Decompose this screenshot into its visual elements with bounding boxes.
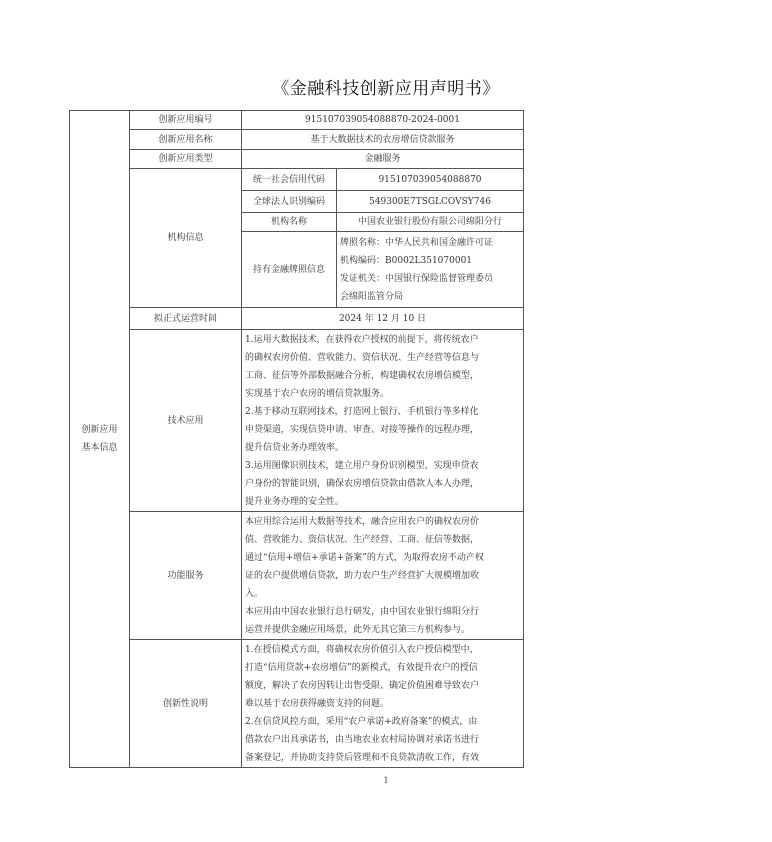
text-line: 户身份的智能识别，确保农房增信贷款由借款人本人办理， [245, 478, 480, 489]
text-line: 的确权农房价值、营收能力、资信状况、生产经营等信息与 [245, 352, 480, 363]
app-id-label: 创新应用编号 [130, 111, 242, 130]
text-line: 2.在信贷风控方面，采用“农户承诺+政府备案”的模式，由 [245, 716, 478, 727]
tech-label: 技术应用 [130, 330, 242, 512]
license-line: 牌照名称：中华人民共和国金融许可证 [340, 237, 494, 248]
text-line: 2.基于移动互联网技术，打造网上银行、手机银行等多样化 [245, 406, 479, 417]
section-label-cell [70, 111, 130, 768]
text-line: 实现基于农户农房的增信贷款服务。 [245, 388, 390, 399]
launch-value: 2024 年 12 月 10 日 [242, 308, 524, 330]
credit-code-value: 915107039054088870 [337, 169, 524, 191]
org-name-value: 中国农业银行股份有限公司绵阳分行 [337, 213, 524, 232]
text-line: 通过“信用+增信+承诺+备案”的方式，为取得农房不动产权 [245, 552, 484, 563]
text-line: 提升信贷业务办理效率。 [245, 442, 345, 453]
license-label: 持有金融牌照信息 [242, 232, 337, 308]
text-line: 本应用由中国农业银行总行研发，由中国农业银行绵阳分行 [245, 606, 480, 617]
launch-label: 拟正式运营时间 [130, 308, 242, 330]
tech-content [242, 330, 524, 512]
section-label: 创新应用基本信息 [81, 425, 118, 453]
text-line: 证的农户提供增信贷款，助力农户生产经营扩大规模增加收 [245, 570, 480, 581]
func-label: 功能服务 [130, 512, 242, 640]
lei-value: 549300E7TSGLCOVSY746 [337, 191, 524, 213]
org-info-label: 机构信息 [130, 169, 242, 308]
license-line: 发证机关：中国银行保险监督管理委员 [340, 273, 494, 284]
text-line: 备案登记，并协助支持贷后管理和不良贷款清收工作，有效 [245, 752, 480, 763]
license-line: 机构编码：B0002L351070001 [340, 255, 473, 266]
text-line: 借款农户出具承诺书，由当地农业农村局协调对承诺书进行 [245, 734, 480, 745]
license-line: 会绵阳监管分局 [340, 291, 404, 302]
innov-content [242, 640, 524, 768]
credit-code-label: 统一社会信用代码 [242, 169, 337, 191]
app-type-value: 金融服务 [242, 150, 524, 169]
app-type-label: 创新应用类型 [130, 150, 242, 169]
text-line: 提升业务办理的安全性。 [245, 496, 345, 507]
declaration-table [69, 110, 524, 768]
text-line: 本应用综合运用大数据等技术，融合应用农户的确权农房价 [245, 516, 480, 527]
text-line: 额度，解决了农房因转让出售受限、确定价值困难导致农户 [245, 680, 480, 691]
text-line: 申贷渠道，实现信贷申请、审查、对接等操作的远程办理， [245, 424, 480, 435]
app-name-value: 基于大数据技术的农房增信贷款服务 [242, 130, 524, 150]
text-line: 值、营收能力、资信状况、生产经营、工商、征信等数据， [245, 534, 480, 545]
lei-label: 全球法人识别编码 [242, 191, 337, 213]
page-number: 1 [383, 776, 389, 785]
text-line: 运营并提供金融应用场景，此外无其它第三方机构参与。 [245, 624, 471, 635]
app-name-label: 创新应用名称 [130, 130, 242, 150]
text-line: 工商、征信等外部数据融合分析，构建确权农房增信模型， [245, 370, 480, 381]
org-name-label: 机构名称 [242, 213, 337, 232]
text-line: 1.运用大数据技术，在获得农户授权的前提下，将传统农户 [245, 334, 479, 345]
func-content [242, 512, 524, 640]
text-line: 打造“信用贷款+农房增信”的新模式，有效提升农户的授信 [245, 662, 478, 673]
innov-label: 创新性说明 [130, 640, 242, 768]
text-line: 1.在授信模式方面，将确权农房价值引入农户授信模型中， [245, 644, 479, 655]
license-info [337, 232, 524, 308]
document-title: 《金融科技创新应用声明书》 [272, 79, 500, 99]
app-id-value: 915107039054088870-2024-0001 [242, 111, 524, 130]
text-line: 难以基于农房获得融资支持的问题。 [245, 698, 390, 709]
text-line: 入。 [245, 588, 264, 599]
text-line: 3.运用图像识别技术，建立用户身份识别模型，实现申贷农 [245, 460, 479, 471]
